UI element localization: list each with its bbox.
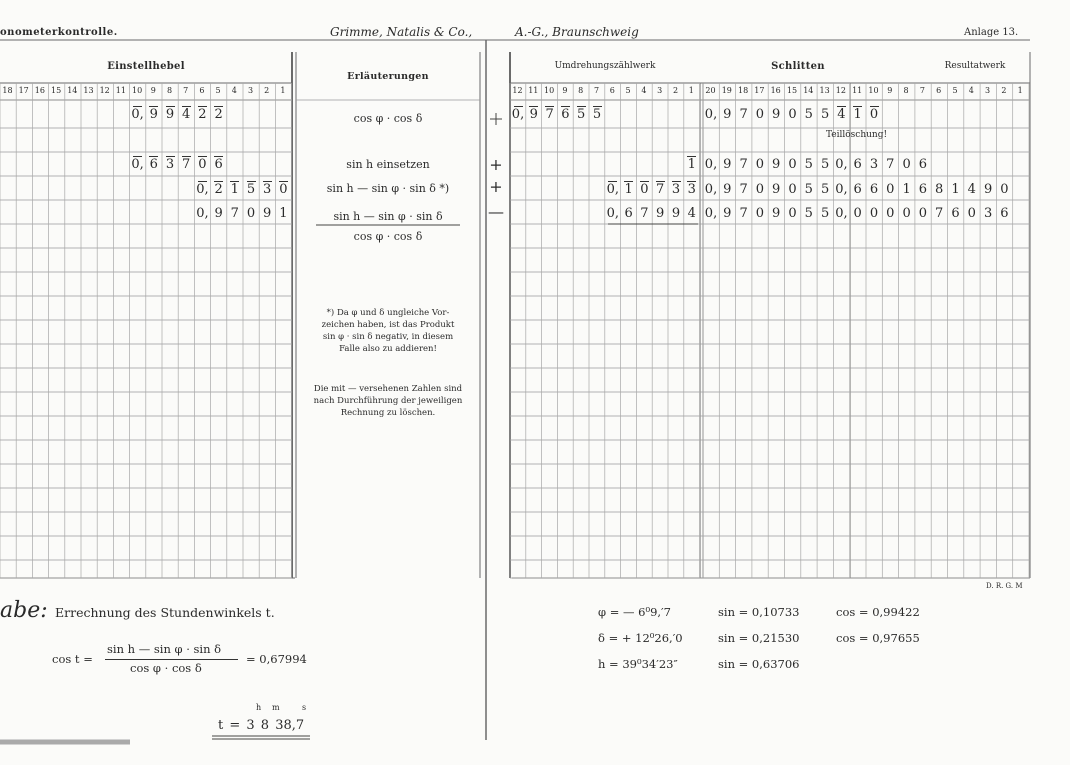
sch-row3-digit: 6 — [853, 182, 862, 197]
expl-row4-numerator: sin h — sin φ · sin δ — [333, 210, 443, 223]
left-row3-digit: 1 — [228, 182, 241, 197]
left-row1-digit: 4 — [180, 107, 193, 122]
einstell-col-16: 16 — [34, 86, 45, 95]
einstell-col-4: 4 — [231, 86, 237, 95]
sch-row3-digit: 6 — [869, 182, 879, 197]
sch-row2-digit: 5 — [804, 157, 813, 172]
schlitten-col-1: 1 — [1017, 86, 1023, 95]
sch-row2-digit: 0, — [835, 157, 848, 172]
left-row3-digit: 0, — [196, 182, 209, 197]
left-row3-digit: 2 — [212, 182, 225, 197]
einstell-col-15: 15 — [51, 86, 62, 95]
sch-row2-digit: 5 — [820, 157, 830, 172]
left-row2-digit: 3 — [164, 157, 177, 172]
drgm-mark: D. R. G. M — [986, 582, 1023, 590]
schlitten-col-3: 3 — [985, 86, 991, 95]
left-row2-digit: 0, — [131, 157, 144, 172]
unit-m: m — [272, 703, 280, 712]
umd-row1-digit: 7 — [543, 107, 556, 122]
t-result: t = 3 8 38,7 — [218, 718, 305, 733]
unit-s: s — [302, 703, 307, 712]
schlitten-col-4: 4 — [968, 86, 974, 95]
umdrehung-col-6: 6 — [609, 86, 615, 95]
umdrehung-col-9: 9 — [562, 86, 568, 95]
umd-row4-digit: 9 — [671, 206, 681, 221]
sign-plus-3: + — [489, 177, 503, 196]
einstell-col-11: 11 — [115, 86, 126, 95]
phi-value: φ = — 6⁰9,′7 — [598, 605, 671, 619]
sch-row4-digit: 0, — [704, 206, 718, 221]
left-row4-digit: 0 — [246, 206, 256, 221]
expl-row3: sin h — sin φ · sin δ *) — [326, 182, 450, 195]
sch-row3-digit: 7 — [739, 182, 748, 197]
sch-row1-digit: 4 — [835, 107, 848, 122]
sch-row1-digit: 5 — [820, 107, 830, 122]
left-row3-digit: 5 — [245, 182, 258, 197]
sch-row1-digit: 9 — [772, 107, 781, 122]
left-row2-digit: 0 — [196, 157, 209, 172]
schlitten-col-15: 15 — [786, 86, 798, 95]
sch-row4-digit: 0 — [755, 206, 765, 221]
schlitten-col-7: 7 — [919, 86, 925, 95]
umdrehung-col-10: 10 — [544, 86, 555, 95]
erlaeuterungen-title: Erläuterungen — [347, 71, 429, 82]
sch-row2-digit: 7 — [739, 157, 748, 172]
sch-row3-digit: 9 — [772, 182, 781, 197]
header-appendix: Anlage 13. — [964, 27, 1019, 38]
sch-row3-digit: 0 — [755, 182, 765, 197]
sch-row3-digit: 9 — [723, 182, 732, 197]
sch-row4-digit: 9 — [723, 206, 732, 221]
sch-row4-digit: 6 — [951, 206, 960, 221]
sch-row4-digit: 7 — [935, 206, 944, 221]
sch-row3-digit: 0, — [835, 182, 848, 197]
sch-row4-digit: 7 — [739, 206, 748, 221]
sch-row2-digit: 9 — [723, 157, 732, 172]
umd-row1-digit: 9 — [527, 107, 540, 122]
umd-row4-digit: 4 — [687, 206, 696, 221]
left-row3-digit: 3 — [261, 182, 274, 197]
schlitten-col-16: 16 — [770, 86, 781, 95]
sch-row4-digit: 0 — [886, 206, 895, 221]
header-left: onometerkontrolle. — [0, 27, 118, 38]
left-row1-digit: 9 — [147, 107, 160, 122]
umd-row1-digit: 0, — [511, 107, 525, 122]
left-row4-digit: 9 — [263, 206, 272, 221]
einstell-col-6: 6 — [199, 86, 205, 95]
sch-row4-digit: 3 — [983, 206, 993, 221]
schlitten-col-17: 17 — [754, 86, 765, 95]
einstell-col-3: 3 — [247, 86, 254, 95]
einstell-col-12: 12 — [99, 86, 110, 95]
umd-row4-digit: 7 — [640, 206, 649, 221]
left-row2-digit: 7 — [180, 157, 193, 172]
einstell-col-8: 8 — [166, 86, 173, 95]
formula-numerator: sin h — sin φ · sin δ — [107, 642, 222, 656]
header-company: Grimme, Natalis & Co., — [330, 25, 473, 39]
left-row2-digit: 6 — [147, 157, 160, 172]
umdrehung-col-8: 8 — [578, 86, 584, 95]
schlitten-col-18: 18 — [738, 86, 749, 95]
left-row4-digit: 0, — [196, 206, 209, 221]
sch-row3-digit: 8 — [935, 182, 944, 197]
sch-row3-digit: 0 — [886, 182, 895, 197]
schlitten-col-12: 12 — [835, 86, 846, 95]
sch-row2-digit: 6 — [853, 157, 862, 172]
sch-row1-digit: 5 — [804, 107, 813, 122]
umdrehung-col-5: 5 — [625, 86, 631, 95]
expl-row2: sin h einsetzen — [346, 158, 430, 171]
sch-row3-digit: 1 — [902, 182, 911, 197]
sin-h: sin = 0,63706 — [718, 657, 800, 671]
left-row1-digit: 2 — [212, 107, 225, 122]
expl-row4-denominator: cos φ · cos δ — [353, 230, 423, 243]
umd-row4-digit: 6 — [624, 206, 633, 221]
sch-row3-digit: 1 — [951, 182, 960, 197]
left-row3-digit: 0 — [277, 182, 290, 197]
sin-delta: sin = 0,21530 — [718, 631, 800, 645]
einstell-col-9: 9 — [150, 86, 156, 95]
formula-denominator: cos φ · cos δ — [130, 661, 202, 675]
sch-row2-digit: 7 — [886, 157, 895, 172]
sch-row1-digit: 7 — [739, 107, 748, 122]
einstell-col-18: 18 — [2, 86, 13, 95]
sch-row4-digit: 0, — [835, 206, 848, 221]
sch-row4-digit: 0 — [918, 206, 928, 221]
einstell-col-10: 10 — [132, 86, 143, 95]
umd-row3-digit: 1 — [622, 182, 635, 197]
sch-row1-digit: 1 — [851, 107, 864, 122]
sch-row3-digit: 6 — [918, 182, 928, 197]
einstell-col-5: 5 — [215, 86, 221, 95]
schlitten-col-19: 19 — [721, 86, 732, 95]
einstell-col-13: 13 — [83, 86, 94, 95]
umd-row4-digit: 9 — [656, 206, 665, 221]
einstell-col-2: 2 — [264, 86, 270, 95]
umdrehung-col-11: 11 — [528, 86, 539, 95]
aufgabe-label: abe: — [0, 598, 48, 623]
einstell-col-17: 17 — [18, 86, 29, 95]
cos-t-label: cos t = — [52, 652, 93, 666]
umdrehung-col-3: 3 — [657, 86, 663, 95]
sch-row4-digit: 0 — [869, 206, 879, 221]
schlitten-col-8: 8 — [903, 86, 909, 95]
fraction-bar — [105, 659, 238, 660]
delta-value: δ = + 12⁰26,′0 — [598, 631, 683, 645]
sch-row1-digit: 0 — [788, 107, 797, 122]
umd-row4-digit: 0, — [606, 206, 619, 221]
sch-row4-digit: 0 — [967, 206, 976, 221]
sign-minus: — — [488, 202, 504, 221]
einstellhebel-title: Einstellhebel — [107, 61, 185, 72]
sign-plus-2: + — [489, 155, 503, 174]
umd-row3-digit: 0, — [606, 182, 619, 197]
sch-row2-digit: 0 — [902, 157, 911, 172]
sch-row4-digit: 0 — [902, 206, 911, 221]
schlitten-col-10: 10 — [868, 86, 879, 95]
left-row4-digit: 1 — [279, 206, 288, 221]
left-row1-digit: 0, — [131, 107, 144, 122]
umd-row3-digit: 7 — [654, 182, 667, 197]
sch-row3-digit: 9 — [983, 182, 993, 197]
schlitten-col-20: 20 — [705, 86, 716, 95]
cos-phi: cos = 0,99422 — [836, 605, 920, 619]
left-row4-digit: 9 — [214, 206, 223, 221]
sch-row4-digit: 0 — [788, 206, 797, 221]
umd-row3-digit: 3 — [670, 182, 683, 197]
teilloeschung-note: Teillöschung! — [826, 130, 888, 140]
sin-phi: sin = 0,10733 — [718, 605, 800, 619]
schlitten-col-14: 14 — [803, 86, 814, 95]
einstell-col-7: 7 — [183, 86, 189, 95]
sch-row3-digit: 5 — [820, 182, 830, 197]
umdrehung-title: Umdrehungszählwerk — [554, 61, 656, 71]
footnote-delete: Die mit — versehenen Zahlen sind nach Durchführung der jeweiligen Rechnung zu löschen. — [313, 384, 463, 418]
umd-row1-digit: 5 — [591, 107, 604, 122]
umd-row3-digit: 0 — [638, 182, 651, 197]
sch-row1-digit: 9 — [723, 107, 732, 122]
sch-row4-digit: 6 — [1000, 206, 1009, 221]
sch-row4-digit: 5 — [804, 206, 813, 221]
sch-row3-digit: 0 — [1000, 182, 1009, 197]
einstell-col-1: 1 — [280, 86, 286, 95]
umdrehung-col-12: 12 — [512, 86, 523, 95]
umdrehung-col-4: 4 — [641, 86, 647, 95]
schlitten-title: Schlitten — [771, 61, 825, 72]
h-value: h = 39⁰34′23″ — [598, 657, 678, 671]
expl-row1: cos φ · cos δ — [353, 112, 423, 125]
einstell-col-14: 14 — [67, 86, 78, 95]
sch-row2-digit: 9 — [772, 157, 781, 172]
schlitten-col-11: 11 — [852, 86, 863, 95]
sch-row3-digit: 0, — [704, 182, 718, 197]
umdrehung-col-7: 7 — [593, 86, 600, 95]
schlitten-col-2: 2 — [1001, 86, 1007, 95]
sch-row1-digit: 0 — [755, 107, 765, 122]
sch-row2-digit: 0 — [755, 157, 765, 172]
sch-row2-digit: 0 — [788, 157, 797, 172]
sch-row3-digit: 0 — [788, 182, 797, 197]
cos-t-result: = 0,67994 — [246, 652, 307, 666]
schlitten-col-9: 9 — [887, 86, 893, 95]
sch-row3-digit: 5 — [804, 182, 813, 197]
left-row4-digit: 7 — [230, 206, 239, 221]
sch-row3-digit: 4 — [967, 182, 976, 197]
cos-delta: cos = 0,97655 — [836, 631, 920, 645]
umdrehung-col-1: 1 — [688, 86, 694, 95]
umd-row3-digit: 3 — [685, 182, 698, 197]
sch-row1-digit: 0, — [704, 107, 718, 122]
umd-row1-digit: 5 — [575, 107, 588, 122]
left-row1-digit: 9 — [164, 107, 177, 122]
left-row1-digit: 2 — [196, 107, 209, 122]
schlitten-col-5: 5 — [952, 86, 958, 95]
schlitten-col-6: 6 — [936, 86, 942, 95]
header-city: A.-G., Braunschweig — [515, 25, 639, 39]
left-row2-digit: 6 — [212, 157, 225, 172]
footnote-sign: *) Da φ und δ ungleiche Vor- zeichen haben, ist das Produkt sin φ · sin δ negativ, in diesem Falle also zu addieren! — [321, 308, 455, 354]
umdrehung-col-2: 2 — [672, 86, 679, 95]
sch-row2-digit: 6 — [918, 157, 928, 172]
unit-h: h — [256, 703, 262, 712]
sch-row4-digit: 5 — [820, 206, 830, 221]
sch-row1-digit: 0 — [868, 107, 881, 122]
schlitten-col-13: 13 — [819, 86, 830, 95]
sch-row4-digit: 9 — [772, 206, 781, 221]
umd-row1-digit: 6 — [559, 107, 572, 122]
sch-row2-digit: 0, — [704, 157, 718, 172]
aufgabe-text: Errechnung des Stundenwinkels t. — [55, 605, 275, 620]
sch-row2-digit: 3 — [869, 157, 879, 172]
umd-row2-digit: 1 — [685, 157, 698, 172]
sch-row4-digit: 0 — [853, 206, 862, 221]
resultatwerk-title: Resultatwerk — [944, 61, 1006, 71]
